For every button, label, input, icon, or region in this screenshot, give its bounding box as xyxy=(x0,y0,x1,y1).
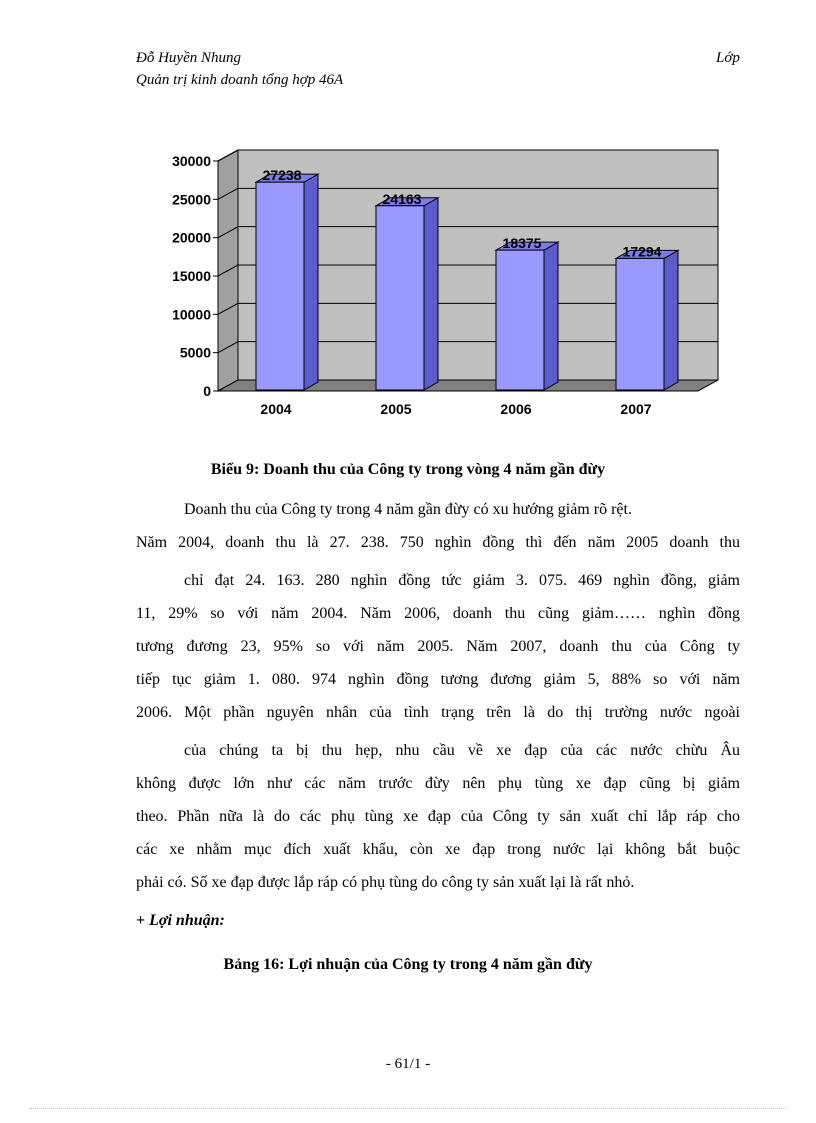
body-line: 2006. Một phần nguyên nhân của tình trạng trên là do thị trường nước ngoài xyxy=(136,704,740,721)
class-label: Lớp xyxy=(716,50,740,66)
body-line: 11, 29% so với năm 2004. Năm 2006, doanh thu cũng giảm…… nghìn đồng xyxy=(136,605,740,622)
body-line: của chúng ta bị thu hẹp, nhu cầu về xe đạp của các nước chừu Âu xyxy=(184,742,740,759)
y-tick-label: 0 xyxy=(203,383,211,399)
body-line: các xe nhằm mục đích xuất khẩu, còn xe đạp trong nước lại không bắt buộc xyxy=(136,841,740,858)
x-tick-label: 2007 xyxy=(620,401,652,417)
y-axis-ticks xyxy=(172,153,218,399)
bar-side xyxy=(664,250,678,390)
body-line: phải có. Số xe đạp được lắp ráp có phụ tùng do công ty sản xuất lại là rất nhỏ. xyxy=(136,874,635,891)
bar xyxy=(616,258,664,390)
subheading xyxy=(136,912,225,930)
data-label: 24163 xyxy=(382,190,422,207)
table-caption: Bảng 16: Lợi nhuận của Công ty trong 4 năm gần đừy xyxy=(223,956,593,973)
y-tick-label: 10000 xyxy=(172,306,211,323)
x-tick-label: 2006 xyxy=(500,401,532,417)
body-line: tiếp tục giảm 1. 080. 974 nghìn đồng tương đương giảm 5, 88% so với năm xyxy=(136,671,740,688)
bar xyxy=(496,250,544,390)
author-name: Đỗ Huyền Nhung xyxy=(136,50,241,66)
body-line: chỉ đạt 24. 163. 280 nghìn đồng tức giảm 3. 075. 469 nghìn đồng, giảm xyxy=(184,572,740,589)
y-tick-label: 5000 xyxy=(179,344,211,361)
bar-side xyxy=(424,198,438,390)
y-tick-label: 25000 xyxy=(172,191,211,208)
course-name: Quản trị kinh doanh tổng hợp 46A xyxy=(136,72,344,88)
subheading-prefix: + xyxy=(136,912,150,929)
body-line: Năm 2004, doanh thu là 27. 238. 750 nghìn đồng thì đến năm 2005 doanh thu xyxy=(136,534,740,551)
page-header-left xyxy=(136,47,343,91)
page-bottom-rule xyxy=(30,1108,786,1109)
bar xyxy=(256,182,304,390)
page-number: - 61/1 - xyxy=(385,1056,431,1072)
x-tick-label: 2004 xyxy=(260,401,292,417)
y-tick-label: 15000 xyxy=(172,268,211,284)
x-tick-label: 2005 xyxy=(380,401,412,417)
revenue-chart xyxy=(160,148,720,428)
bar-side xyxy=(544,242,558,390)
subheading-text: Lợi nhuận: xyxy=(149,912,225,929)
x-axis-ticks xyxy=(260,401,651,417)
chart-caption: Biểu 9: Doanh thu của Công ty trong vòng 4 năm gần đừy xyxy=(210,461,606,478)
bar-side xyxy=(304,174,318,390)
data-label: 27238 xyxy=(262,167,302,184)
body-line: không được lớn như các năm trước đừy nên phụ tùng xe đạp cũng bị giảm xyxy=(136,775,740,792)
bar xyxy=(376,206,424,390)
body-line: theo. Phần nữa là do các phụ tùng xe đạp của Công ty sản xuất chỉ lắp ráp cho xyxy=(136,808,740,825)
y-tick-label: 30000 xyxy=(172,153,211,169)
y-tick-label: 20000 xyxy=(172,229,211,246)
data-label: 18375 xyxy=(502,235,542,252)
data-label: 17294 xyxy=(622,243,662,260)
body-line: tương đương 23, 95% so với năm 2005. Năm 2007, doanh thu của Công ty xyxy=(136,638,740,655)
body-line: Doanh thu của Công ty trong 4 năm gần đừy có xu hướng giảm rõ rệt. xyxy=(184,501,632,518)
